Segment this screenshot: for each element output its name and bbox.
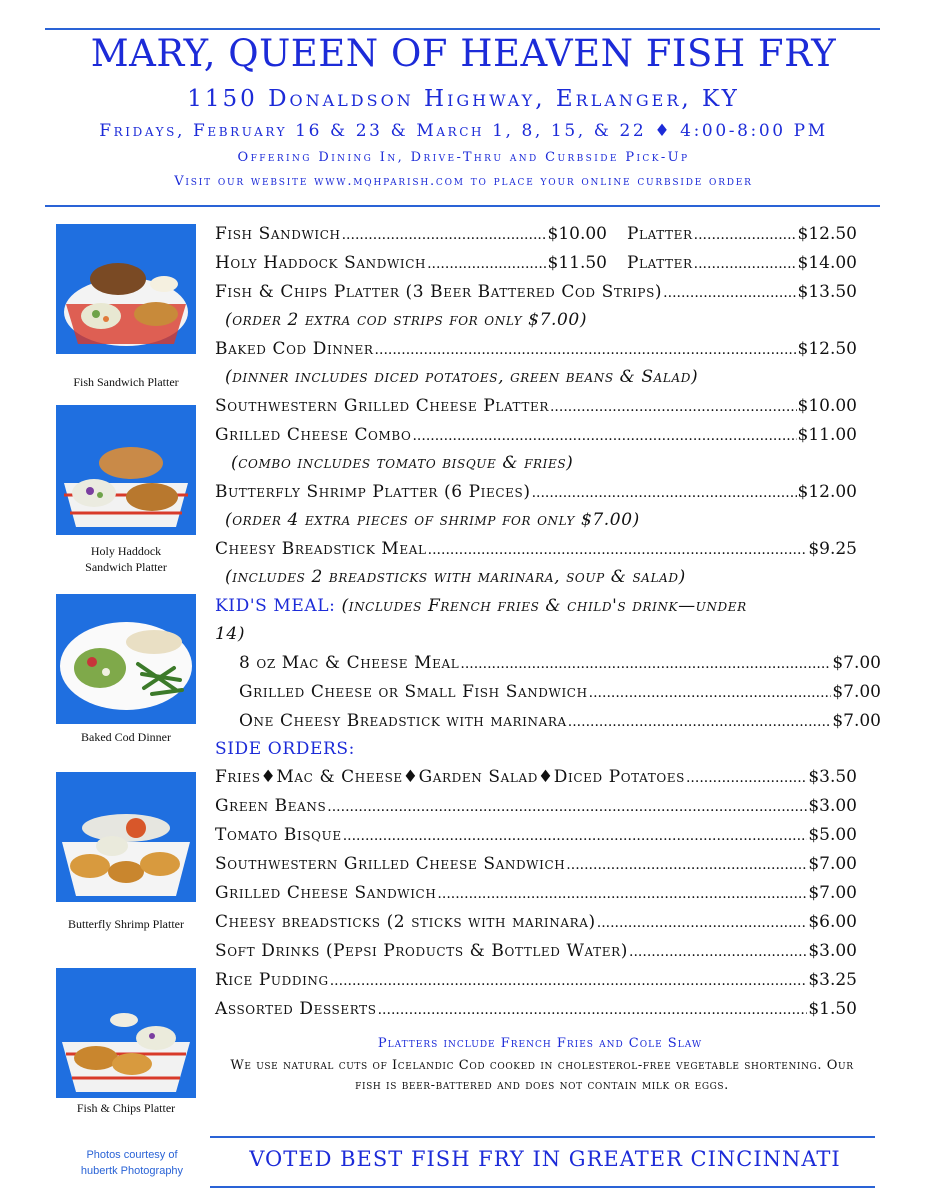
platter-price: $14.00 <box>797 253 857 273</box>
top-rule <box>45 28 880 30</box>
item-price: $3.00 <box>808 941 857 961</box>
item-name: Cheesy breadsticks (2 sticks with marinara) <box>215 912 596 932</box>
holy-haddock-platter-photo <box>56 405 196 535</box>
menu-item-gc-combo <box>215 421 857 449</box>
leader-dots <box>343 822 808 850</box>
footer-top-rule <box>210 1136 875 1138</box>
side-item <box>215 879 857 907</box>
leader-dots <box>629 938 807 966</box>
item-price: $10.00 <box>547 224 607 244</box>
page-title: MARY, QUEEN OF HEAVEN FISH FRY <box>90 32 837 75</box>
kids-meal-note: (includes French fries & child's drink—under <box>341 596 747 616</box>
side-item <box>215 908 857 936</box>
cod-note: We use natural cuts of Icelandic Cod cooked in cholesterol-free vegetable shortening. Our fish is beer-battered and does not contain milk or eggs. <box>230 1058 854 1093</box>
item-name: Baked Cod Dinner <box>215 339 374 359</box>
credit-line-1: Photos courtesy of <box>86 1149 178 1161</box>
item-price: $7.00 <box>832 711 881 731</box>
item-name: 8 oz Mac & Cheese Meal <box>239 653 460 673</box>
leader-dots <box>566 851 807 879</box>
side-item <box>215 995 857 1023</box>
platter-label: Platter <box>627 224 693 244</box>
item-price: $3.00 <box>808 796 857 816</box>
dates-times: Fridays, February 16 & 23 & March 1, 8, 15, & 22 ♦ 4:00-8:00 PM <box>99 121 828 141</box>
kids-item <box>215 678 881 706</box>
leader-dots <box>327 793 807 821</box>
menu-item-sw-platter <box>215 392 857 420</box>
item-price: $7.00 <box>808 854 857 874</box>
leader-dots <box>342 221 547 249</box>
side-item <box>215 821 857 849</box>
platter-price: $12.50 <box>797 224 857 244</box>
leader-dots <box>375 336 797 364</box>
kids-meal-note-cont: 14) <box>215 624 246 644</box>
leader-dots <box>597 909 808 937</box>
item-price: $9.25 <box>808 539 857 559</box>
header-bottom-rule <box>45 205 880 207</box>
kids-meal-heading <box>215 592 857 620</box>
item-price: $12.50 <box>797 339 857 359</box>
baked-cod-dinner-photo <box>56 594 196 724</box>
side-item <box>215 966 857 994</box>
item-name: Grilled Cheese Sandwich <box>215 883 437 903</box>
item-name: Assorted Desserts <box>215 999 377 1019</box>
item-price: $7.00 <box>808 883 857 903</box>
item-note: (order 4 extra pieces of shrimp for only $7.00) <box>225 510 640 530</box>
item-note: (combo includes tomato bisque & fries) <box>231 453 574 473</box>
item-price: $7.00 <box>832 653 881 673</box>
leader-dots <box>437 880 807 908</box>
leader-dots <box>589 679 832 707</box>
item-price: $6.00 <box>808 912 857 932</box>
side-item <box>215 792 857 820</box>
photo-caption: Holy Haddock Sandwich Platter <box>85 544 167 574</box>
leader-dots <box>550 393 797 421</box>
item-price: $3.25 <box>808 970 857 990</box>
photo-caption: Fish & Chips Platter <box>76 1101 176 1115</box>
menu-item-holy-haddock <box>215 249 857 277</box>
leader-dots <box>428 536 808 564</box>
item-name: Green Beans <box>215 796 327 816</box>
item-note: (dinner includes diced potatoes, green beans & Salad) <box>225 367 699 387</box>
side-item <box>215 763 857 791</box>
photo-caption: Fish Sandwich Platter <box>73 375 179 389</box>
item-price: $11.50 <box>547 253 607 273</box>
item-name: Southwestern Grilled Cheese Platter <box>215 396 549 416</box>
kids-item <box>215 707 881 735</box>
credit-line-2: hubertk Photography <box>80 1165 184 1177</box>
leader-dots <box>460 650 831 678</box>
item-note: (order 2 extra cod strips for only $7.00) <box>225 310 588 330</box>
menu-item-baked-cod <box>215 335 857 363</box>
item-name: Tomato Bisque <box>215 825 342 845</box>
leader-dots <box>532 479 797 507</box>
item-note: (includes 2 breadsticks with marinara, soup & salad) <box>225 567 686 587</box>
item-price: $5.00 <box>808 825 857 845</box>
item-price: $10.00 <box>797 396 857 416</box>
fish-chips-platter-photo <box>56 968 196 1098</box>
item-price: $11.00 <box>797 425 857 445</box>
leader-dots <box>427 250 546 278</box>
platters-note: Platters include French Fries and Cole Slaw <box>377 1036 703 1051</box>
platter-label: Platter <box>627 253 693 273</box>
item-price: $13.50 <box>797 282 857 302</box>
menu-item-fish-sandwich <box>215 220 857 248</box>
address: 1150 Donaldson Highway, Erlanger, KY <box>187 86 740 112</box>
photo-caption: Butterfly Shrimp Platter <box>68 917 184 931</box>
leader-dots <box>663 279 796 307</box>
side-orders-heading: SIDE ORDERS: <box>215 739 355 759</box>
kids-item <box>215 649 881 677</box>
offering-text: Offering Dining In, Drive-Thru and Curbside Pick-Up <box>237 150 690 165</box>
item-name: Soft Drinks (Pepsi Products & Bottled Water) <box>215 941 629 961</box>
fish-sandwich-platter-photo <box>56 224 196 354</box>
leader-dots <box>378 996 808 1024</box>
photo-caption: Baked Cod Dinner <box>81 730 171 744</box>
item-name: Fish & Chips Platter (3 Beer Battered Cod Strips) <box>215 282 663 302</box>
item-price: $7.00 <box>832 682 881 702</box>
item-price: $3.50 <box>808 767 857 787</box>
leader-dots <box>330 967 808 995</box>
footer-bottom-rule <box>210 1186 875 1188</box>
item-name: Cheesy Breadstick Meal <box>215 539 427 559</box>
item-name: Grilled Cheese Combo <box>215 425 412 445</box>
butterfly-shrimp-platter-photo <box>56 772 196 902</box>
side-item <box>215 850 857 878</box>
item-name: Fish Sandwich <box>215 224 341 244</box>
item-name: Southwestern Grilled Cheese Sandwich <box>215 854 566 874</box>
leader-dots <box>412 422 796 450</box>
website-text: Visit our website www.mqhparish.com to place your online curbside order <box>174 174 753 189</box>
leader-dots <box>694 221 797 249</box>
item-name: One Cheesy Breadstick with marinara <box>239 711 567 731</box>
item-price: $1.50 <box>808 999 857 1019</box>
side-item <box>215 937 857 965</box>
leader-dots <box>568 708 832 736</box>
kids-meal-label: KID'S MEAL: <box>215 596 336 616</box>
leader-dots <box>694 250 797 278</box>
item-name: Rice Pudding <box>215 970 329 990</box>
item-name: Fries♦Mac & Cheese♦Garden Salad♦Diced Potatoes <box>215 767 685 787</box>
menu-item-shrimp <box>215 478 857 506</box>
menu-item-breadstick-meal <box>215 535 857 563</box>
menu-item-fish-chips <box>215 278 857 306</box>
leader-dots <box>686 764 807 792</box>
voted-best-banner: VOTED BEST FISH FRY IN GREATER CINCINNATI <box>249 1147 841 1171</box>
item-name: Holy Haddock Sandwich <box>215 253 427 273</box>
item-name: Butterfly Shrimp Platter (6 Pieces) <box>215 482 531 502</box>
item-name: Grilled Cheese or Small Fish Sandwich <box>239 682 588 702</box>
photo-credit <box>62 1147 202 1179</box>
item-price: $12.00 <box>797 482 857 502</box>
